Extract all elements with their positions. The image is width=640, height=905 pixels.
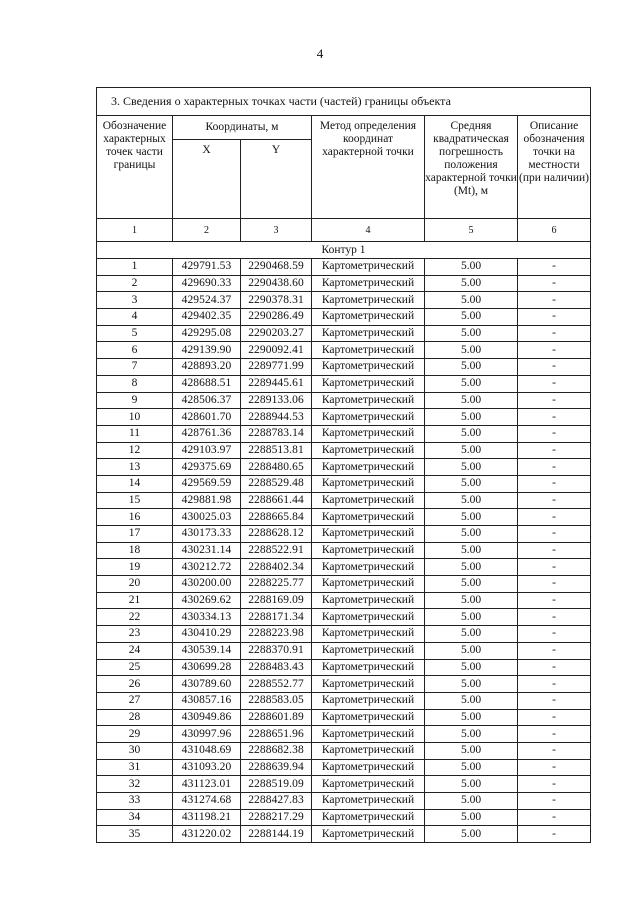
accuracy-cell: 5.00 — [425, 676, 518, 693]
point-number-cell: 10 — [97, 409, 173, 426]
header-row-1 — [97, 116, 591, 140]
method-cell: Картометрический — [312, 659, 425, 676]
contour-row — [97, 242, 591, 259]
method-cell: Картометрический — [312, 759, 425, 776]
y-coordinate-cell: 2288427.83 — [241, 793, 312, 810]
accuracy-cell: 5.00 — [425, 259, 518, 276]
y-coordinate-cell: 2288480.65 — [241, 459, 312, 476]
description-cell: - — [518, 375, 591, 392]
y-coordinate-cell: 2288552.77 — [241, 676, 312, 693]
y-coordinate-cell: 2289771.99 — [241, 359, 312, 376]
x-coordinate-cell: 429690.33 — [173, 275, 241, 292]
point-number-cell: 35 — [97, 826, 173, 843]
description-cell: - — [518, 492, 591, 509]
method-cell: Картометрический — [312, 259, 425, 276]
description-cell: - — [518, 642, 591, 659]
page-number: 4 — [316, 46, 324, 61]
description-cell: - — [518, 459, 591, 476]
point-number-cell: 8 — [97, 375, 173, 392]
x-coordinate-cell: 430997.96 — [173, 726, 241, 743]
description-cell: - — [518, 392, 591, 409]
x-coordinate-cell: 430699.28 — [173, 659, 241, 676]
point-number-cell: 32 — [97, 776, 173, 793]
point-number-cell: 9 — [97, 392, 173, 409]
point-number-cell: 17 — [97, 526, 173, 543]
accuracy-cell: 5.00 — [425, 459, 518, 476]
accuracy-cell: 5.00 — [425, 776, 518, 793]
accuracy-cell: 5.00 — [425, 509, 518, 526]
x-coordinate-cell: 429139.90 — [173, 342, 241, 359]
x-coordinate-cell: 430789.60 — [173, 676, 241, 693]
x-coordinate-cell: 429295.08 — [173, 325, 241, 342]
y-coordinate-cell: 2288144.19 — [241, 826, 312, 843]
method-cell: Картометрический — [312, 292, 425, 309]
point-number-cell: 1 — [97, 259, 173, 276]
method-cell: Картометрический — [312, 793, 425, 810]
method-cell: Картометрический — [312, 809, 425, 826]
description-cell: - — [518, 509, 591, 526]
point-number-cell: 26 — [97, 676, 173, 693]
y-coordinate-cell: 2288639.94 — [241, 759, 312, 776]
column-number: 4 — [312, 219, 425, 242]
x-coordinate-cell: 430857.16 — [173, 692, 241, 709]
method-cell: Картометрический — [312, 309, 425, 326]
point-number-cell: 29 — [97, 726, 173, 743]
description-cell: - — [518, 726, 591, 743]
accuracy-cell: 5.00 — [425, 642, 518, 659]
x-coordinate-cell: 429791.53 — [173, 259, 241, 276]
point-number-cell: 7 — [97, 359, 173, 376]
x-coordinate-cell: 431093.20 — [173, 759, 241, 776]
method-cell: Картометрический — [312, 359, 425, 376]
contour-label: Контур 1 — [97, 242, 591, 259]
accuracy-cell: 5.00 — [425, 592, 518, 609]
y-coordinate-cell: 2290378.31 — [241, 292, 312, 309]
method-cell: Картометрический — [312, 576, 425, 593]
x-coordinate-cell: 431123.01 — [173, 776, 241, 793]
accuracy-cell: 5.00 — [425, 409, 518, 426]
description-cell: - — [518, 526, 591, 543]
table-row — [97, 359, 591, 376]
description-cell: - — [518, 309, 591, 326]
method-cell: Картометрический — [312, 409, 425, 426]
x-coordinate-cell: 430025.03 — [173, 509, 241, 526]
accuracy-cell: 5.00 — [425, 392, 518, 409]
y-coordinate-cell: 2288169.09 — [241, 592, 312, 609]
method-cell: Картометрический — [312, 776, 425, 793]
y-coordinate-cell: 2288783.14 — [241, 425, 312, 442]
description-cell: - — [518, 776, 591, 793]
section-title-row — [97, 88, 591, 116]
method-cell: Картометрический — [312, 442, 425, 459]
table-row — [97, 392, 591, 409]
method-cell: Картометрический — [312, 559, 425, 576]
accuracy-cell: 5.00 — [425, 826, 518, 843]
description-cell: - — [518, 626, 591, 643]
table-row — [97, 609, 591, 626]
point-number-cell: 14 — [97, 475, 173, 492]
x-coordinate-cell: 428761.36 — [173, 425, 241, 442]
y-coordinate-cell: 2290092.41 — [241, 342, 312, 359]
description-cell: - — [518, 475, 591, 492]
accuracy-cell: 5.00 — [425, 325, 518, 342]
description-cell: - — [518, 259, 591, 276]
point-number-cell: 5 — [97, 325, 173, 342]
method-cell: Картометрический — [312, 692, 425, 709]
table-row — [97, 542, 591, 559]
y-coordinate-cell: 2288583.05 — [241, 692, 312, 709]
x-coordinate-cell: 428688.51 — [173, 375, 241, 392]
section-title: 3. Сведения о характерных точках части (частей) границы объекта — [97, 88, 591, 116]
accuracy-cell: 5.00 — [425, 542, 518, 559]
table-row — [97, 275, 591, 292]
table-row — [97, 259, 591, 276]
description-cell: - — [518, 742, 591, 759]
x-coordinate-cell: 429524.37 — [173, 292, 241, 309]
table-row — [97, 342, 591, 359]
description-cell: - — [518, 325, 591, 342]
table-row — [97, 676, 591, 693]
table-row — [97, 309, 591, 326]
point-number-cell: 30 — [97, 742, 173, 759]
header-x: X — [173, 140, 241, 219]
table-row — [97, 475, 591, 492]
description-cell: - — [518, 592, 591, 609]
description-cell: - — [518, 275, 591, 292]
table-row — [97, 375, 591, 392]
y-coordinate-cell: 2289445.61 — [241, 375, 312, 392]
y-coordinate-cell: 2290438.60 — [241, 275, 312, 292]
description-cell: - — [518, 676, 591, 693]
description-cell: - — [518, 442, 591, 459]
method-cell: Картометрический — [312, 425, 425, 442]
description-cell: - — [518, 292, 591, 309]
point-number-cell: 16 — [97, 509, 173, 526]
description-cell: - — [518, 826, 591, 843]
table-row — [97, 726, 591, 743]
method-cell: Картометрический — [312, 375, 425, 392]
method-cell: Картометрический — [312, 726, 425, 743]
x-coordinate-cell: 429569.59 — [173, 475, 241, 492]
y-coordinate-cell: 2288217.29 — [241, 809, 312, 826]
description-cell: - — [518, 425, 591, 442]
header-coordinates: Координаты, м — [173, 116, 312, 140]
x-coordinate-cell: 430539.14 — [173, 642, 241, 659]
table-row — [97, 492, 591, 509]
column-number: 6 — [518, 219, 591, 242]
method-cell: Картометрический — [312, 475, 425, 492]
accuracy-cell: 5.00 — [425, 609, 518, 626]
method-cell: Картометрический — [312, 676, 425, 693]
description-cell: - — [518, 576, 591, 593]
accuracy-cell: 5.00 — [425, 759, 518, 776]
method-cell: Картометрический — [312, 509, 425, 526]
table-row — [97, 442, 591, 459]
y-coordinate-cell: 2288513.81 — [241, 442, 312, 459]
method-cell: Картометрический — [312, 342, 425, 359]
y-coordinate-cell: 2288628.12 — [241, 526, 312, 543]
point-number-cell: 23 — [97, 626, 173, 643]
header-point-designation: Обозначение характерных точек части границы — [97, 116, 173, 219]
x-coordinate-cell: 429375.69 — [173, 459, 241, 476]
method-cell: Картометрический — [312, 392, 425, 409]
x-coordinate-cell: 430173.33 — [173, 526, 241, 543]
y-coordinate-cell: 2288682.38 — [241, 742, 312, 759]
table-row — [97, 292, 591, 309]
accuracy-cell: 5.00 — [425, 742, 518, 759]
method-cell: Картометрический — [312, 742, 425, 759]
method-cell: Картометрический — [312, 592, 425, 609]
x-coordinate-cell: 428601.70 — [173, 409, 241, 426]
x-coordinate-cell: 430200.00 — [173, 576, 241, 593]
x-coordinate-cell: 431220.02 — [173, 826, 241, 843]
point-number-cell: 27 — [97, 692, 173, 709]
header-y: Y — [241, 140, 312, 219]
x-coordinate-cell: 429103.97 — [173, 442, 241, 459]
x-coordinate-cell: 430949.86 — [173, 709, 241, 726]
table-row — [97, 742, 591, 759]
accuracy-cell: 5.00 — [425, 576, 518, 593]
point-number-cell: 4 — [97, 309, 173, 326]
accuracy-cell: 5.00 — [425, 442, 518, 459]
table-row — [97, 526, 591, 543]
x-coordinate-cell: 430231.14 — [173, 542, 241, 559]
point-number-cell: 28 — [97, 709, 173, 726]
y-coordinate-cell: 2288370.91 — [241, 642, 312, 659]
description-cell: - — [518, 793, 591, 810]
table-row — [97, 759, 591, 776]
accuracy-cell: 5.00 — [425, 359, 518, 376]
point-number-cell: 15 — [97, 492, 173, 509]
point-number-cell: 13 — [97, 459, 173, 476]
accuracy-cell: 5.00 — [425, 275, 518, 292]
y-coordinate-cell: 2288223.98 — [241, 626, 312, 643]
description-cell: - — [518, 359, 591, 376]
point-number-cell: 33 — [97, 793, 173, 810]
table-row — [97, 793, 591, 810]
x-coordinate-cell: 428893.20 — [173, 359, 241, 376]
table-row — [97, 409, 591, 426]
description-cell: - — [518, 342, 591, 359]
table-row — [97, 809, 591, 826]
y-coordinate-cell: 2288519.09 — [241, 776, 312, 793]
point-number-cell: 20 — [97, 576, 173, 593]
method-cell: Картометрический — [312, 826, 425, 843]
point-number-cell: 24 — [97, 642, 173, 659]
accuracy-cell: 5.00 — [425, 793, 518, 810]
x-coordinate-cell: 431274.68 — [173, 793, 241, 810]
accuracy-cell: 5.00 — [425, 492, 518, 509]
table-row — [97, 425, 591, 442]
column-number: 2 — [173, 219, 241, 242]
point-number-cell: 19 — [97, 559, 173, 576]
accuracy-cell: 5.00 — [425, 375, 518, 392]
description-cell: - — [518, 659, 591, 676]
y-coordinate-cell: 2288601.89 — [241, 709, 312, 726]
y-coordinate-cell: 2288944.53 — [241, 409, 312, 426]
description-cell: - — [518, 692, 591, 709]
accuracy-cell: 5.00 — [425, 809, 518, 826]
method-cell: Картометрический — [312, 526, 425, 543]
method-cell: Картометрический — [312, 325, 425, 342]
accuracy-cell: 5.00 — [425, 692, 518, 709]
column-number: 5 — [425, 219, 518, 242]
x-coordinate-cell: 430334.13 — [173, 609, 241, 626]
y-coordinate-cell: 2288171.34 — [241, 609, 312, 626]
accuracy-cell: 5.00 — [425, 726, 518, 743]
point-number-cell: 2 — [97, 275, 173, 292]
x-coordinate-cell: 429881.98 — [173, 492, 241, 509]
y-coordinate-cell: 2288483.43 — [241, 659, 312, 676]
description-cell: - — [518, 809, 591, 826]
accuracy-cell: 5.00 — [425, 709, 518, 726]
table-row — [97, 325, 591, 342]
description-cell: - — [518, 409, 591, 426]
description-cell: - — [518, 609, 591, 626]
table-row — [97, 659, 591, 676]
description-cell: - — [518, 709, 591, 726]
table-row — [97, 642, 591, 659]
y-coordinate-cell: 2288661.44 — [241, 492, 312, 509]
accuracy-cell: 5.00 — [425, 425, 518, 442]
table-row — [97, 509, 591, 526]
method-cell: Картометрический — [312, 609, 425, 626]
accuracy-cell: 5.00 — [425, 626, 518, 643]
y-coordinate-cell: 2288651.96 — [241, 726, 312, 743]
method-cell: Картометрический — [312, 275, 425, 292]
method-cell: Картометрический — [312, 626, 425, 643]
method-cell: Картометрический — [312, 642, 425, 659]
column-number: 3 — [241, 219, 312, 242]
header-description: Описание обозначения точки на местности (при наличии) — [518, 116, 591, 219]
method-cell: Картометрический — [312, 709, 425, 726]
description-cell: - — [518, 542, 591, 559]
table-row — [97, 459, 591, 476]
header-method: Метод определения координат характерной точки — [312, 116, 425, 219]
description-cell: - — [518, 759, 591, 776]
y-coordinate-cell: 2289133.06 — [241, 392, 312, 409]
y-coordinate-cell: 2290286.49 — [241, 309, 312, 326]
method-cell: Картометрический — [312, 459, 425, 476]
x-coordinate-cell: 431048.69 — [173, 742, 241, 759]
accuracy-cell: 5.00 — [425, 659, 518, 676]
table-row — [97, 826, 591, 843]
y-coordinate-cell: 2288665.84 — [241, 509, 312, 526]
y-coordinate-cell: 2290203.27 — [241, 325, 312, 342]
accuracy-cell: 5.00 — [425, 559, 518, 576]
accuracy-cell: 5.00 — [425, 342, 518, 359]
method-cell: Картометрический — [312, 542, 425, 559]
y-coordinate-cell: 2288529.48 — [241, 475, 312, 492]
table-row — [97, 626, 591, 643]
point-number-cell: 12 — [97, 442, 173, 459]
y-coordinate-cell: 2288225.77 — [241, 576, 312, 593]
x-coordinate-cell: 430410.29 — [173, 626, 241, 643]
accuracy-cell: 5.00 — [425, 475, 518, 492]
point-number-cell: 22 — [97, 609, 173, 626]
table-row — [97, 776, 591, 793]
point-number-cell: 18 — [97, 542, 173, 559]
description-cell: - — [518, 559, 591, 576]
point-number-cell: 21 — [97, 592, 173, 609]
accuracy-cell: 5.00 — [425, 309, 518, 326]
table-row — [97, 592, 591, 609]
y-coordinate-cell: 2290468.59 — [241, 259, 312, 276]
table-row — [97, 576, 591, 593]
column-number-row — [97, 219, 591, 242]
table-row — [97, 559, 591, 576]
point-number-cell: 25 — [97, 659, 173, 676]
y-coordinate-cell: 2288402.34 — [241, 559, 312, 576]
x-coordinate-cell: 428506.37 — [173, 392, 241, 409]
point-number-cell: 34 — [97, 809, 173, 826]
accuracy-cell: 5.00 — [425, 292, 518, 309]
table-row — [97, 709, 591, 726]
x-coordinate-cell: 429402.35 — [173, 309, 241, 326]
method-cell: Картометрический — [312, 492, 425, 509]
point-number-cell: 3 — [97, 292, 173, 309]
x-coordinate-cell: 430212.72 — [173, 559, 241, 576]
table-row — [97, 692, 591, 709]
accuracy-cell: 5.00 — [425, 526, 518, 543]
column-number: 1 — [97, 219, 173, 242]
characteristic-points-table — [96, 87, 591, 843]
x-coordinate-cell: 431198.21 — [173, 809, 241, 826]
point-number-cell: 31 — [97, 759, 173, 776]
y-coordinate-cell: 2288522.91 — [241, 542, 312, 559]
header-accuracy: Средняя квадратическая погрешность положения характерной точки (Mt), м — [425, 116, 518, 219]
x-coordinate-cell: 430269.62 — [173, 592, 241, 609]
point-number-cell: 11 — [97, 425, 173, 442]
point-number-cell: 6 — [97, 342, 173, 359]
